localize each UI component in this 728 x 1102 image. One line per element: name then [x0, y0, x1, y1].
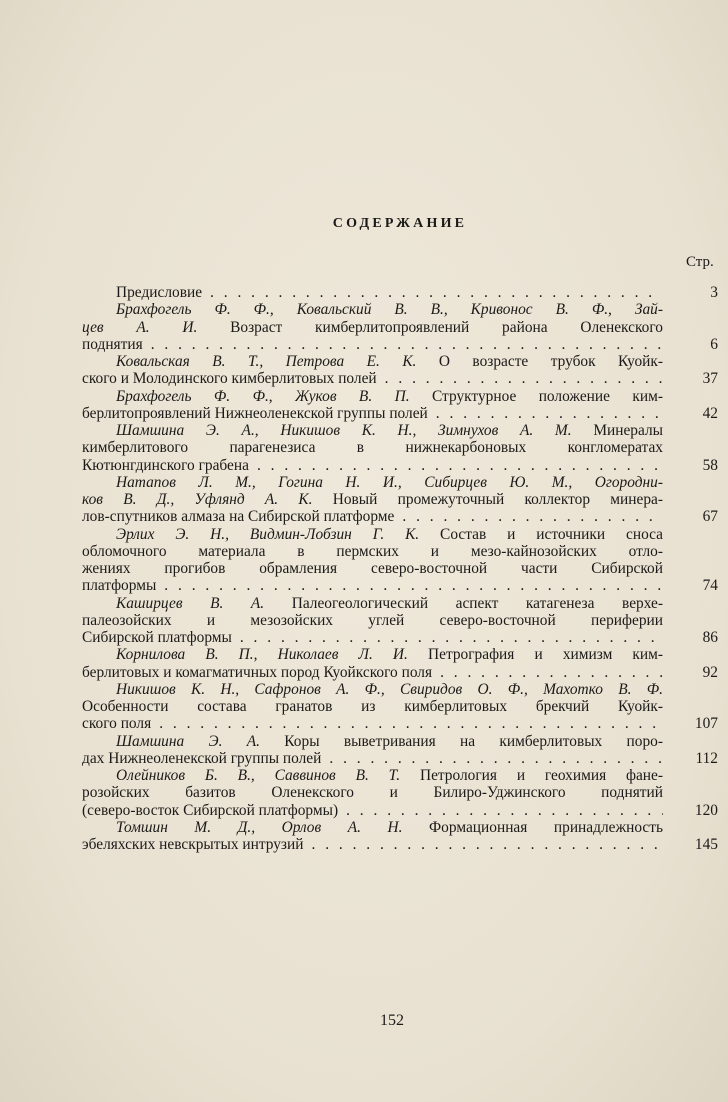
entry-page-number: 42 [702, 404, 718, 422]
toc-line [82, 819, 722, 836]
dot-leader [202, 284, 663, 301]
entry-authors: Шамшина Э. А. [116, 732, 260, 750]
toc-line [82, 301, 722, 318]
toc-line-text [82, 715, 663, 732]
entry-authors: цев А. И. [82, 318, 198, 336]
dot-leader [232, 629, 663, 646]
entry-page-number: 92 [702, 663, 718, 681]
entry-title: Состав и источники сноса [419, 525, 663, 543]
entry-title: ского и Молодинского кимберлитовых полей [82, 370, 377, 388]
entry-title: Новый промежуточный коллектор минера- [312, 491, 663, 508]
entry-authors: ков В. Д., Уфлянд А. К. [82, 491, 313, 508]
toc-line [82, 491, 722, 508]
toc-line [82, 560, 722, 577]
toc-line-text [82, 750, 663, 767]
dot-leader [338, 802, 663, 819]
toc-line [82, 750, 722, 767]
toc-line-text [82, 370, 663, 387]
toc-line [82, 681, 722, 698]
entry-title: поднятия [82, 335, 143, 353]
toc-line-text [82, 681, 663, 698]
entry-authors: Ковальская В. Т., Петрова Е. К. [116, 353, 417, 370]
entry-page-number: 86 [702, 629, 718, 646]
toc-line [82, 784, 722, 801]
toc-entry [82, 733, 722, 768]
toc-line-text [82, 698, 663, 715]
toc-line [82, 629, 722, 646]
toc-line [82, 646, 722, 663]
toc-line [82, 543, 722, 560]
entry-page-number: 58 [702, 456, 718, 474]
entry-authors: Брахфогель Ф. Ф., Жуков В. П. [116, 387, 410, 405]
entry-title: Сибирской платформы [82, 629, 232, 646]
toc-line [82, 457, 722, 474]
toc-line [82, 612, 722, 629]
toc-line-text [82, 784, 663, 801]
dot-leader [151, 715, 663, 732]
toc-entry [82, 422, 722, 474]
toc-line-text [82, 439, 663, 456]
toc-line-text [82, 836, 663, 853]
entry-title: Петрология и геохимия фане- [400, 767, 663, 784]
toc-line [82, 767, 722, 784]
toc-line [82, 405, 722, 422]
toc-line-text [82, 819, 663, 836]
toc-line [82, 370, 722, 387]
dot-leader [156, 577, 663, 594]
entry-title: Формационная принадлежность [402, 818, 663, 836]
entry-title: эбеляхских невскрытых интрузий [82, 836, 304, 853]
toc-line-text [82, 388, 663, 405]
toc-entry [82, 474, 722, 526]
entry-page-number: 3 [710, 284, 718, 301]
toc-line-text [82, 733, 663, 750]
toc-line [82, 474, 722, 491]
dot-leader [321, 750, 663, 767]
toc-line [82, 319, 722, 336]
entry-title: Кютюнгдинского грабена [82, 456, 249, 474]
page-title: СОДЕРЖАНИЕ [332, 216, 468, 231]
entry-title: Особенности состава гранатов из кимберлитовых брекчий Куойк- [82, 698, 663, 715]
toc-line-text [82, 595, 663, 612]
entry-authors: Эрлих Э. Н., Видмин-Лобзин Г. К. [116, 525, 420, 543]
entry-title: дах Нижнеоленекской группы полей [82, 749, 322, 767]
entry-authors: Олейников Б. В., Саввинов В. Т. [116, 767, 401, 784]
toc-line-text [82, 646, 663, 663]
dot-leader [143, 336, 663, 353]
toc-line-text [82, 457, 663, 474]
page-column-label: Стр. [686, 254, 714, 270]
toc-line [82, 802, 722, 819]
toc-line-text [82, 336, 663, 353]
dot-leader [249, 457, 663, 474]
toc-line-text [82, 491, 663, 508]
toc-line-text [82, 301, 663, 318]
toc-entry [82, 681, 722, 733]
toc-line [82, 836, 722, 853]
toc-line [82, 577, 722, 594]
toc-line [82, 439, 722, 456]
entry-authors: Никишов К. Н., Сафронов А. Ф., Свиридов О. Ф., Махотко В. Ф. [116, 680, 663, 698]
toc-line [82, 284, 722, 301]
entry-page-number: 112 [695, 749, 718, 767]
toc-line [82, 336, 722, 353]
toc-line-text [82, 560, 663, 577]
toc-line-text [82, 319, 663, 336]
entry-title: (северо-восток Сибирской платформы) [82, 801, 339, 819]
toc-line [82, 733, 722, 750]
dot-leader [432, 664, 663, 681]
entry-authors: Томшин М. Д., Орлов А. Н. [116, 818, 403, 836]
toc-line [82, 664, 722, 681]
entry-title: берлитовых и комагматичных пород Куойкского поля [82, 663, 433, 681]
toc-line-text [82, 664, 663, 681]
entry-title: платформы [82, 577, 157, 595]
toc-entry [82, 767, 722, 819]
toc-line [82, 508, 722, 525]
toc-line-text [82, 629, 663, 646]
entry-title: Петрография и химизм ким- [407, 646, 663, 664]
table-of-contents [82, 284, 722, 853]
entry-title: Структурное положение ким- [409, 387, 663, 405]
toc-line [82, 526, 722, 543]
toc-line-text [82, 474, 663, 491]
entry-authors: Натапов Л. М., Гогина Н. И., Сибирцев Ю. М., Огородни- [116, 473, 663, 491]
entry-authors: Каширцев В. А. [116, 594, 265, 612]
toc-entry [82, 819, 722, 854]
entry-authors: Корнилова В. П., Николаев Л. И. [116, 646, 408, 664]
entry-title: лов-спутников алмаза на Сибирской платформе [82, 508, 395, 526]
entry-page-number: 6 [710, 335, 718, 353]
entry-page-number: 145 [694, 836, 718, 853]
toc-line [82, 422, 722, 439]
toc-line-text [82, 612, 663, 629]
toc-line-text [82, 526, 663, 543]
entry-title: Предисловие [116, 284, 203, 301]
entry-title: О возрасте трубок Куойк- [416, 353, 663, 370]
entry-authors: Брахфогель Ф. Ф., Ковальский В. В., Кривонос В. Ф., Зай- [116, 301, 663, 319]
entry-authors: Шамшина Э. А., Никишов К. Н., Зимнухов А. М. [116, 422, 572, 439]
toc-line [82, 595, 722, 612]
toc-line-text [82, 508, 663, 525]
toc-line [82, 353, 722, 370]
toc-line-text [82, 767, 663, 784]
entry-title: берлитопроявлений Нижнеоленекской группы полей [82, 404, 428, 422]
entry-title: Палеогеологический аспект катагенеза верхе- [264, 594, 663, 612]
dot-leader [428, 405, 663, 422]
entry-title: Возраст кимберлитопроявлений района Оленекского [197, 318, 663, 336]
page-number: 152 [380, 1012, 404, 1029]
dot-leader [394, 508, 663, 525]
toc-entry [82, 595, 722, 647]
entry-page-number: 67 [702, 508, 718, 526]
toc-line [82, 388, 722, 405]
toc-entry [82, 301, 722, 353]
entry-page-number: 74 [702, 577, 718, 595]
entry-title: Минералы [571, 422, 663, 439]
toc-line-text [82, 802, 663, 819]
entry-title: ского поля [82, 715, 152, 733]
entry-page-number: 37 [702, 370, 718, 388]
entry-title: жениях прогибов обрамления северо-восточной части Сибирской [82, 560, 663, 577]
toc-entry [82, 388, 722, 423]
dot-leader [377, 370, 663, 387]
toc-line-text [82, 422, 663, 439]
entry-title: розойских базитов Оленекского и Билиро-Уджинского поднятий [82, 784, 663, 802]
toc-line [82, 698, 722, 715]
toc-line-text [82, 405, 663, 422]
toc-entry [82, 284, 722, 301]
dot-leader [304, 836, 664, 853]
toc-line [82, 715, 722, 732]
entry-page-number: 107 [694, 715, 718, 733]
entry-title: кимберлитового парагенезиса в нижнекарбоновых конгломератах [82, 439, 663, 457]
toc-line-text [82, 577, 663, 594]
entry-page-number: 120 [694, 801, 718, 819]
entry-title: обломочного материала в пермских и мезо-кайнозойских отло- [82, 542, 663, 560]
toc-line-text [82, 284, 663, 301]
toc-line-text [82, 353, 663, 370]
toc-entry [82, 526, 722, 595]
toc-entry [82, 353, 722, 388]
entry-title: палеозойских и мезозойских углей северо-восточной периферии [82, 611, 663, 629]
toc-entry [82, 646, 722, 681]
entry-title: Коры выветривания на кимберлитовых поро- [260, 732, 663, 750]
toc-line-text [82, 543, 663, 560]
